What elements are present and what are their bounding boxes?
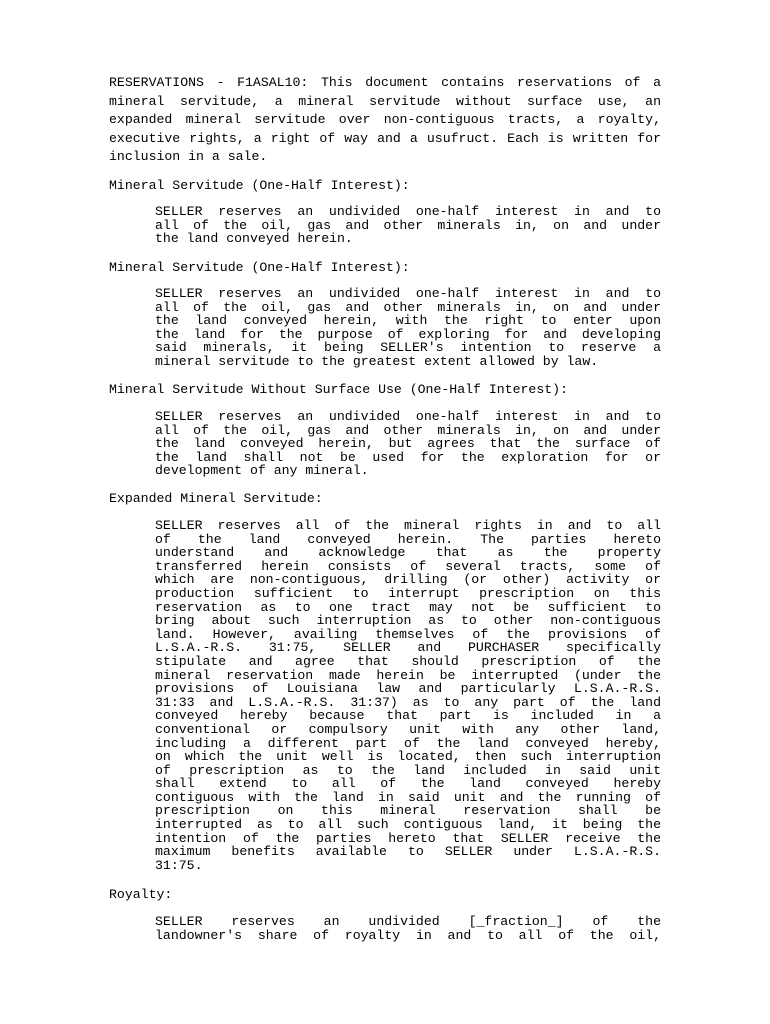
paragraph-line: conveyed hereby because that part is included in a — [155, 708, 661, 724]
paragraph-line: interrupted as to all such contiguous land, it being the — [155, 817, 661, 833]
paragraph-line: production sufficient to interrupt prescription on this — [155, 585, 661, 601]
paragraph-line: of prescription as to the land included in said unit — [155, 762, 661, 778]
section-heading: Mineral Servitude (One-Half Interest): — [109, 260, 410, 275]
paragraph-line: the land conveyed herein, but agrees that the surface of — [155, 436, 661, 452]
section-heading: Mineral Servitude (One-Half Interest): — [109, 178, 410, 193]
paragraph-line: transferred herein consists of several tracts, some of — [155, 558, 661, 574]
paragraph-line: 31:75. — [155, 857, 203, 873]
paragraph-line: shall extend to all of the land conveyed hereby — [155, 776, 661, 792]
paragraph-line: land. However, availing themselves of the provisions of — [155, 626, 661, 642]
paragraph-line: all of the oil, gas and other minerals in, on and under — [155, 217, 661, 233]
section-heading: Royalty: — [109, 887, 173, 902]
paragraph-line: SELLER reserves an undivided one-half interest in and to — [155, 204, 661, 219]
section-paragraph — [155, 410, 661, 478]
paragraph-line: the land shall not be used for the exploration for or — [155, 449, 661, 465]
paragraph-line: conventional or compulsory unit with any other land, — [155, 721, 661, 737]
paragraph-line: including a different part of the land conveyed hereby, — [155, 735, 661, 751]
paragraph-line: the land conveyed herein. — [155, 231, 353, 247]
paragraph-line: said minerals, it being SELLER's intention to reserve a — [155, 340, 661, 356]
paragraph-line: mineral servitude to the greatest extent allowed by law. — [155, 353, 599, 369]
paragraph-line: 31:33 and L.S.A.-R.S. 31:37) as to any part of the land — [155, 694, 661, 710]
paragraph-line: which are non-contiguous, drilling (or other) activity or — [155, 572, 661, 588]
section-paragraph — [155, 205, 661, 246]
section-paragraph — [155, 287, 661, 369]
paragraph-line: L.S.A.-R.S. 31:75, SELLER and PURCHASER specifically — [155, 640, 661, 656]
section-heading: Mineral Servitude Without Surface Use (One-Half Interest): — [109, 382, 568, 397]
paragraph-line: on which the unit well is located, then such interruption — [155, 749, 661, 765]
paragraph-line: of the land conveyed herein. The parties hereto — [155, 531, 661, 547]
paragraph-line: all of the oil, gas and other minerals in, on and under — [155, 422, 661, 438]
section-paragraph — [155, 915, 661, 942]
paragraph-line: the land conveyed herein, with the right to enter upon — [155, 313, 661, 329]
intro-paragraph: RESERVATIONS - F1ASAL10: This document contains reservations of a mineral servitude, a mineral servitude without surface use, an expanded mineral servitude over non-contiguous tracts, a royalty, executive rights, a right of way and a usufruct. Each is written for inclusion in a sale. — [109, 75, 661, 165]
paragraph-line: development of any mineral. — [155, 463, 369, 479]
paragraph-line: mineral reservation made herein be interrupted (under the — [155, 667, 661, 683]
paragraph-line: stipulate and agree that should prescription of the — [155, 653, 661, 669]
paragraph-line: the land for the purpose of exploring for and developing — [155, 326, 661, 342]
paragraph-line: SELLER reserves an undivided [_fraction_] of the — [155, 914, 661, 929]
paragraph-line: SELLER reserves all of the mineral rights in and to all — [155, 518, 661, 533]
paragraph-line: all of the oil, gas and other minerals in, on and under — [155, 299, 661, 315]
section-heading: Expanded Mineral Servitude: — [109, 491, 323, 506]
paragraph-line: understand and acknowledge that as the property — [155, 545, 661, 561]
paragraph-line: contiguous with the land in said unit and the running of — [155, 789, 661, 805]
section-paragraph — [155, 519, 661, 872]
paragraph-line: landowner's share of royalty in and to all of the oil, — [155, 927, 661, 943]
paragraph-line: maximum benefits available to SELLER under L.S.A.-R.S. — [155, 844, 661, 860]
paragraph-line: prescription on this mineral reservation shall be — [155, 803, 661, 819]
paragraph-line: intention of the parties hereto that SELLER receive the — [155, 830, 661, 846]
paragraph-line: provisions of Louisiana law and particularly L.S.A.-R.S. — [155, 681, 661, 697]
paragraph-line: SELLER reserves an undivided one-half interest in and to — [155, 286, 661, 301]
paragraph-line: bring about such interruption as to other non-contiguous — [155, 613, 661, 629]
paragraph-line: SELLER reserves an undivided one-half interest in and to — [155, 409, 661, 424]
paragraph-line: reservation as to one tract may not be sufficient to — [155, 599, 661, 615]
